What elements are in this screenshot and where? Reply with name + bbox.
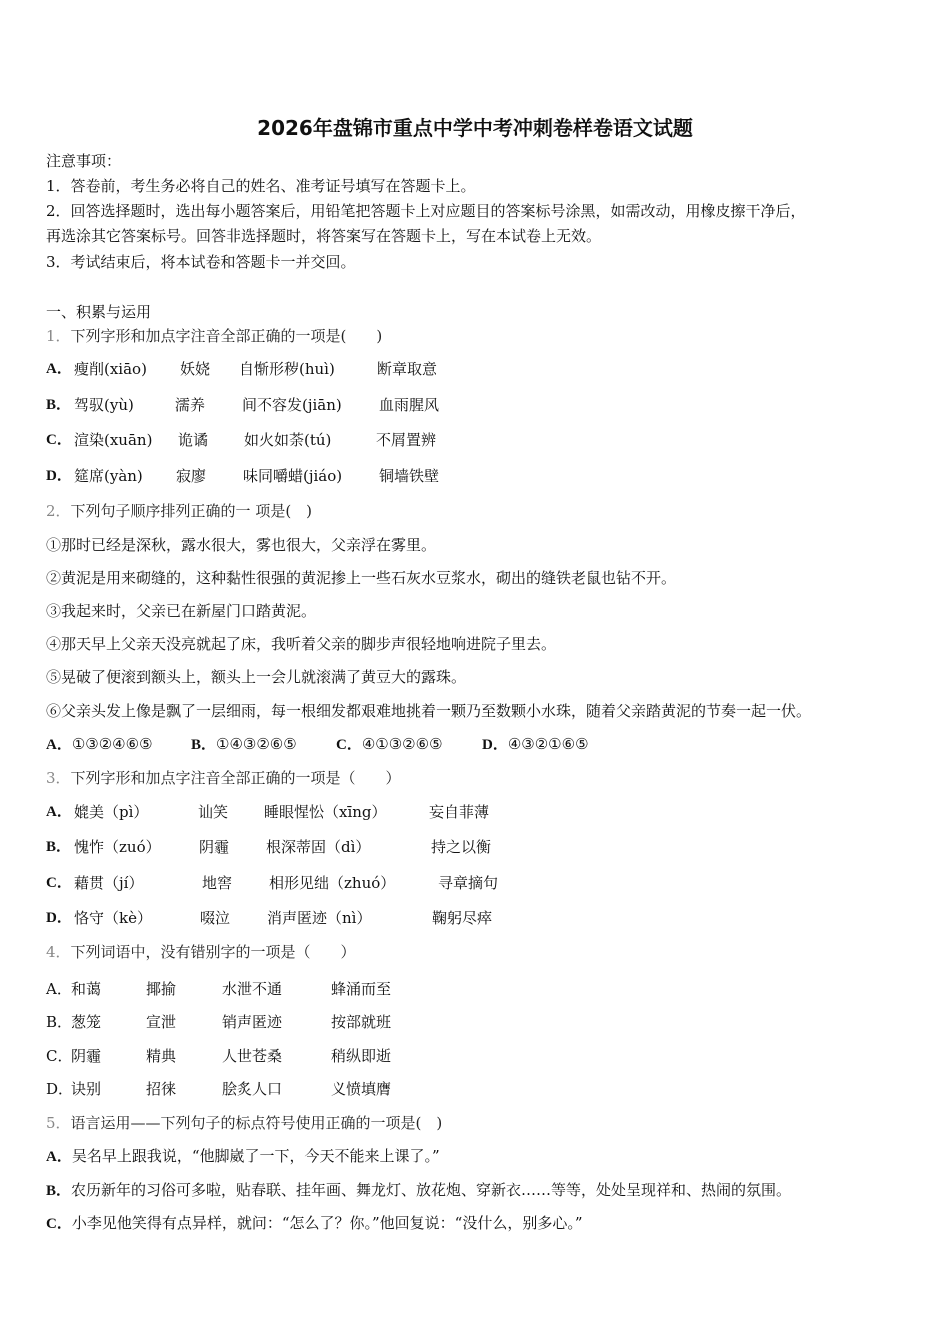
option-item: 脍炙人口 [222,1080,283,1098]
option-item: 驾驭(yù) [74,396,134,414]
option-item: 啜泣 [200,909,231,927]
option-item: 宣泄 [146,1013,177,1031]
question-text: 下列字形和加点字注音全部正确的一项是（ ） [70,769,401,787]
section-heading: 一、积累与运用 [46,303,152,321]
option-label: C． [46,1047,73,1065]
sentence: ②黄泥是用来砌缝的，这种黏性很强的黄泥掺上一些石灰水豆浆水，砌出的缝铁老鼠也钻不开。 [46,569,677,587]
option-item: 间不容发(jiān) [242,396,342,414]
option-item: 血雨腥风 [379,396,440,414]
option-item: 濡养 [175,396,206,414]
option-item: 味同嚼蜡(jiáo) [243,467,343,485]
option-item: 寂廖 [176,467,207,485]
question-text: 下列句子顺序排列正确的一 项是( ) [70,502,313,520]
option-item: 诀别 [71,1080,102,1098]
option-label: A． [46,361,72,377]
option-label: D． [46,1080,74,1098]
option-item: 地窖 [202,874,233,892]
option-item: 阴霾 [71,1047,102,1065]
option-item: 睡眼惺忪（xīng） [264,803,387,821]
notice-heading: 注意事项： [46,152,122,170]
option-item: 按部就班 [331,1013,392,1031]
option-item: 瘦削(xiāo) [74,360,147,378]
question-text: 下列词语中，没有错别字的一项是（ ） [70,943,356,961]
option-item: 相形见绌（zhuó） [269,874,396,892]
option-label: A． [46,1149,72,1165]
option-item: 断章取意 [377,360,438,378]
option-item: 妖娆 [180,360,211,378]
option-item: 渲染(xuān) [74,431,153,449]
question-1-stem [46,326,382,346]
notice-item: 1．答卷前，考生务必将自己的姓名、准考证号填写在答题卡上。 [46,177,476,195]
option-item: 鞠躬尽瘁 [432,909,493,927]
q2-option-d[interactable] [482,733,589,756]
option-text: 吴名早上跟我说，“他脚崴了一下，今天不能来上课了。” [71,1147,440,1165]
sentence: ⑥父亲头发上像是飘了一层细雨，每一根细发都艰难地挑着一颗乃至数颗小水珠，随着父亲踏黄泥的节奏一起一伏。 [46,702,812,720]
option-item: 精典 [146,1047,177,1065]
question-number: 2． [46,502,71,520]
option-item: 人世苍桑 [222,1047,283,1065]
option-label: A． [46,804,72,820]
question-4-stem [46,942,356,962]
option-label: D． [482,737,508,753]
page-title: 2026年盘锦市重点中学中考冲刺卷样卷语文试题 [257,116,693,140]
option-text: ④①③②⑥⑤ [361,735,443,753]
question-3-stem [46,768,401,788]
option-item: 讪笑 [198,803,229,821]
question-2-stem [46,501,312,521]
option-label: C． [46,432,72,448]
option-item: 筵席(yàn) [74,467,143,485]
option-label: B． [46,1183,72,1199]
option-item: 铜墙铁壁 [379,467,440,485]
option-item: 如火如荼(tú) [244,431,332,449]
question-number: 5． [46,1114,71,1132]
sentence: ④那天早上父亲天没亮就起了床，我听着父亲的脚步声很轻地响进院子里去。 [46,635,557,653]
option-label: B． [46,1013,73,1031]
option-text: ①③②④⑥⑤ [71,735,153,753]
option-label: B． [46,839,72,855]
question-number: 3． [46,769,71,787]
option-label: C． [46,1216,72,1232]
option-text: ④③②①⑥⑤ [507,735,589,753]
option-label: C． [336,737,362,753]
notice-item: 再选涂其它答案标号。回答非选择题时，将答案写在答题卡上，写在本试卷上无效。 [46,227,602,245]
option-label: A． [46,980,72,998]
q2-option-b[interactable] [191,733,297,756]
q5-option-c[interactable] [46,1213,583,1234]
option-item: 销声匿迹 [222,1013,283,1031]
question-text: 下列字形和加点字注音全部正确的一项是( ) [70,327,383,345]
option-item: 媲美（pì） [74,803,149,821]
option-item: 消声匿迹（nì） [267,909,372,927]
option-label: D． [46,910,72,926]
option-text: ①④③②⑥⑤ [216,735,297,753]
q5-option-b[interactable] [46,1180,791,1201]
sentence: ③我起来时，父亲已在新屋门口踏黄泥。 [46,602,317,620]
q2-option-a[interactable] [46,733,153,756]
question-text: 语言运用——下列句子的标点符号使用正确的一项是( ) [70,1114,443,1132]
option-item: 愧怍（zuó） [74,838,161,856]
option-item: 和蔼 [71,980,102,998]
sentence: ⑤晃破了便滚到额头上，额头上一会儿就滚满了黄豆大的露珠。 [46,668,467,686]
option-item: 藉贯（jí） [74,874,144,892]
q2-option-c[interactable] [336,733,443,756]
option-label: C． [46,875,72,891]
notice-item: 3．考试结束后，将本试卷和答题卡一并交回。 [46,253,356,271]
option-item: 寻章摘句 [438,874,499,892]
option-item: 水泄不通 [222,980,283,998]
option-item: 义愤填膺 [331,1080,392,1098]
sentence: ①那时已经是深秋，露水很大，雾也很大，父亲浮在雾里。 [46,536,437,554]
option-label: A． [46,737,72,753]
question-number: 1． [46,327,71,345]
option-item: 根深蒂固（dì） [266,838,371,856]
option-text: 小李见他笑得有点异样，就问：“怎么了？你。”他回复说：“没什么，别多心。” [71,1214,583,1232]
option-item: 葱笼 [71,1013,102,1031]
q5-option-a[interactable] [46,1146,440,1167]
option-label: B． [46,397,72,413]
option-item: 揶揄 [146,980,177,998]
option-text: 农历新年的习俗可多啦，贴春联、挂年画、舞龙灯、放花炮、穿新衣……等等，处处呈现祥和、热闹的氛围。 [71,1181,792,1199]
option-item: 自惭形秽(huì) [239,360,335,378]
question-5-stem [46,1113,442,1133]
question-number: 4． [46,943,71,961]
option-item: 招徕 [146,1080,177,1098]
option-item: 阴霾 [199,838,230,856]
option-item: 诡谲 [178,431,209,449]
option-item: 持之以衡 [431,838,492,856]
notice-item: 2．回答选择题时，选出每小题答案后，用铅笔把答题卡上对应题目的答案标号涂黑，如需改动，用橡皮擦干净后， [46,202,806,220]
option-item: 稍纵即逝 [331,1047,392,1065]
option-item: 恪守（kè） [74,909,152,927]
option-label: D． [46,468,72,484]
option-label: B． [191,737,217,753]
option-item: 蜂涌而至 [331,980,392,998]
option-item: 不屑置辨 [376,431,437,449]
option-item: 妄自菲薄 [429,803,490,821]
